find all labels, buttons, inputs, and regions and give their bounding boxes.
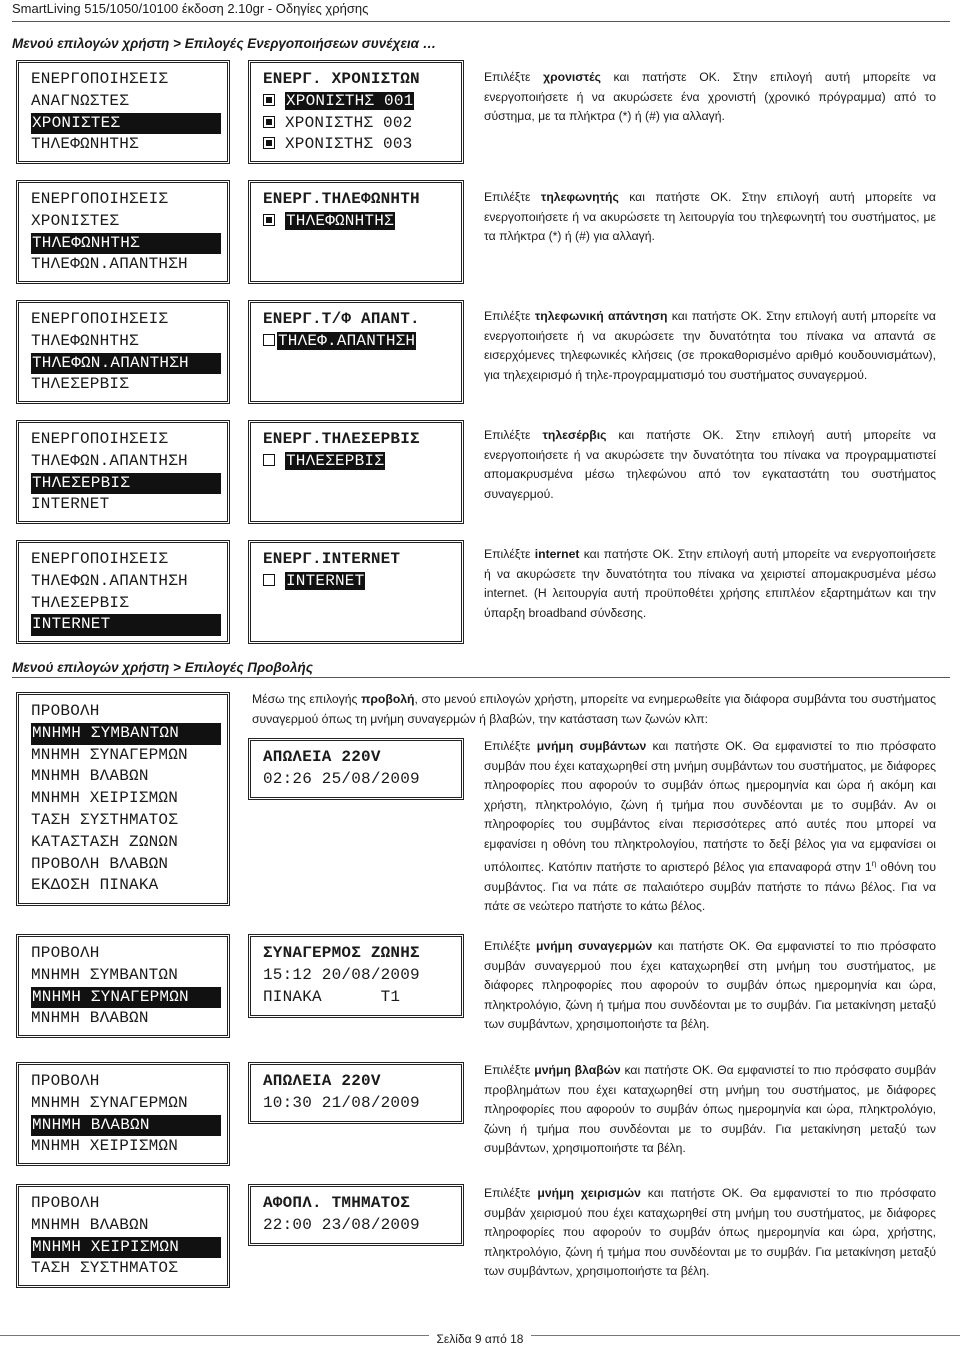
lcd-phone-answer-submenu [248,300,464,404]
lcd-timers-submenu [248,60,464,164]
checkbox-checked-icon [263,137,275,149]
lcd-selected-line: INTERNET [286,571,365,590]
lcd-line: ΠΡΟΒΟΛΗ [31,1072,100,1090]
lcd-line: ΤΗΛΕΦΩΝ.ΑΠΑΝΤΗΣΗ [31,571,188,590]
checkbox-checked-icon [263,116,275,128]
lcd-line: ΜΝΗΜΗ ΣΥΝΑΓΕΡΜΩΝ [31,1093,188,1112]
description-internet: Επιλέξτε internet και πατήστε ΟΚ. Στην επιλογή αυτή μπορείτε να ενεργοποιήσετε ή να ακυρώσετε την δυνατότητα του πίνακα να χειριστεί απομακρυσμένα μέσω internet. (Η λειτουργία αυτή προϋποθέτει χρήσης επιπλέον εξαρτημάτων και την ύπαρξη broadband σύνδεσης. [484,547,936,620]
lcd-line: ΕΝΕΡΓ.ΤΗΛΕΣΕΡΒΙΣ [263,430,420,448]
lcd-line: ΕΝΕΡΓΟΠΟΙΗΣΕΙΣ [31,310,169,328]
lcd-line: 02:26 25/08/2009 [263,769,420,788]
lcd-line: ΚΑΤΑΣΤΑΣΗ ΖΩΝΩΝ [31,832,179,851]
page-footer [0,1332,960,1346]
section-title-view: Μενού επιλογών χρήστη > Επιλογές Προβολής [12,660,950,678]
lcd-line: ΠΙΝΑΚΑ Τ1 [263,987,401,1006]
lcd-line: ΑΝΑΓΝΩΣΤΕΣ [31,91,130,110]
lcd-selected-line: ΤΗΛΕΦΩΝ.ΑΠΑΝΤΗΣΗ [31,353,221,375]
lcd-answering-machine-submenu [248,180,464,284]
lcd-line: 22:00 23/08/2009 [263,1215,420,1234]
description-answering-machine: Επιλέξτε τηλεφωνητής και πατήστε ΟΚ. Στην επιλογή αυτή μπορείτε να ενεργοποιήσετε ή να ακυρώσετε τη λειτουργία του τηλεφωνητή του συστήματος, με τα πλήκτρα (*) ή (#) για αλλαγή. [484,190,936,243]
lcd-line: ΤΗΛΕΣΕΡΒΙΣ [31,375,130,394]
lcd-line: ΕΝΕΡΓΟΠΟΙΗΣΕΙΣ [31,430,169,448]
lcd-selected-line: ΜΝΗΜΗ ΣΥΜΒΑΝΤΩΝ [31,723,221,745]
lcd-internet-submenu [248,540,464,644]
lcd-view-menu-operations [16,1184,230,1288]
lcd-activations-menu-3 [16,300,230,404]
lcd-line: ΣΥΝΑΓΕΡΜΟΣ ΖΩΝΗΣ [263,944,420,962]
lcd-line: ΑΠΩΛΕΙΑ 220V [263,748,381,766]
lcd-line: ΕΝΕΡΓ.ΤΗΛΕΦΩΝΗΤΗ [263,190,420,208]
lcd-line: ΤΗΛΕΦΩΝ.ΑΠΑΝΤΗΣΗ [31,255,188,274]
lcd-line: ΜΝΗΜΗ ΧΕΙΡΙΣΜΩΝ [31,1137,179,1156]
lcd-activations-menu-2 [16,180,230,284]
lcd-line: ΜΝΗΜΗ ΒΛΑΒΩΝ [31,767,149,786]
lcd-teleservice-submenu [248,420,464,524]
lcd-line: ΠΡΟΒΟΛΗ [31,1194,100,1212]
lcd-line: ΕΝΕΡΓ.Τ/Φ ΑΠΑΝΤ. [263,310,420,328]
lcd-selected-line: ΜΝΗΜΗ ΧΕΙΡΙΣΜΩΝ [31,1237,221,1259]
lcd-line: ΤΗΛΕΦΩΝΗΤΗΣ [31,331,139,350]
lcd-line: ΕΝΕΡΓΟΠΟΙΗΣΕΙΣ [31,550,169,568]
description-fault-log: Επιλέξτε μνήμη βλαβών και πατήστε ΟΚ. Θα εμφανιστεί το πιο πρόσφατο συμβάν προβλημάτων που έχει καταχωρηθεί στη μνήμη του συστήματος, με διάφορες πληροφορίες που αφορούν το συμβάν όπως ημερομηνία και ώρα, πληκτρολόγιο, ζώνη ή τμήμα που συνδέονται με το συμβάν. Για μετακίνηση μεταξύ των συμβάντων, χρησιμοποιήστε τα βέλη. [484,1063,936,1155]
lcd-line: ΤΗΛΕΦΩΝΗΤΗΣ [31,135,139,154]
lcd-line: INTERNET [31,495,110,514]
lcd-line: 10:30 21/08/2009 [263,1093,420,1112]
lcd-view-menu-alarms [16,934,230,1038]
checkbox-checked-icon [263,214,275,226]
lcd-line: ΧΡΟΝΙΣΤΗΣ 003 [285,135,413,154]
lcd-line: ΑΠΩΛΕΙΑ 220V [263,1072,381,1090]
lcd-line: ΕΝΕΡΓΟΠΟΙΗΣΕΙΣ [31,190,169,208]
lcd-line: ΑΦΟΠΛ. ΤΜΗΜΑΤΟΣ [263,1194,411,1212]
lcd-selected-line: INTERNET [31,614,221,636]
lcd-line: ΤΑΣΗ ΣΥΣΤΗΜΑΤΟΣ [31,1259,179,1278]
lcd-line: ΠΡΟΒΟΛΗ [31,944,100,962]
lcd-line: ΜΝΗΜΗ ΣΥΝΑΓΕΡΜΩΝ [31,745,188,764]
lcd-selected-line: ΜΝΗΜΗ ΣΥΝΑΓΕΡΜΩΝ [31,987,221,1009]
lcd-line: ΕΝΕΡΓ. ΧΡΟΝΙΣΤΩΝ [263,70,420,88]
checkbox-empty-icon [263,454,275,466]
section-title-activations: Μενού επιλογών χρήστη > Επιλογές Ενεργοποιήσεων συνέχεια … [12,36,437,51]
lcd-line: ΤΗΛΕΣΕΡΒΙΣ [31,593,130,612]
description-event-log: Επιλέξτε μνήμη συμβάντων και πατήστε ΟΚ. Θα εμφανιστεί το πιο πρόσφατο συμβάν που έχει καταχωρηθεί στη μνήμη συμβάντων του συστήματος, με διάφορες πληροφορίες που αφορούν το συμβάν όπως ημερομηνία και ώρα ή ακόμη και χρήστη, πληκτρολόγιο, ζώνη ή τμήμα που συνδέονται με το συμβάν. Αν οι πληροφορίες του συμβάντος είναι περισσότερες από αυτές που μπορεί να εμφανίσει η οθόνη του πληκτρολογίου, πατήστε το δεξί βέλος για να εμφανίσει οι υπόλοιπες. Κατόπιν πατήστε το αριστερό βέλος για επαναφορά στην $1^\eta$ οθόνη του συμβάντος. Για να πάτε σε παλαιότερο συμβάν πατήστε το πάνω βέλος. Για να πάτε σε νεώτερο πατήστε το κάτω βέλος. [484,739,936,914]
lcd-line: ΧΡΟΝΙΣΤΕΣ [31,211,120,230]
checkbox-empty-icon [263,334,275,346]
lcd-event-log-display [248,738,464,800]
checkbox-checked-icon [263,94,275,106]
lcd-line: ΠΡΟΒΟΛΗ [31,702,100,720]
description-timers: Επιλέξτε χρονιστές και πατήστε ΟΚ. Στην επιλογή αυτή μπορείτε να ενεργοποιήσετε ή να ακυρώσετε ένα χρονιστή (χρονικό πρόγραμμα) από το σύστημα, με τα πλήκτρα (*) ή (#) για αλλαγή. [484,70,936,123]
description-phone-answer: Επιλέξτε τηλεφωνική απάντηση και πατήστε ΟΚ. Στην επιλογή αυτή μπορείτε να ενεργοποιήσετε ή να ακυρώσετε την δυνατότητα του πίνακα να απαντά σε εισερχόμενες τηλεφωνικές κλήσεις (σε προκαθορισμένο αριθμό κουδουνισμάτων), για τηλεχειρισμό ή τηλε-προγραμματισμό του συστήματος συναγερμού. [484,309,936,382]
lcd-selected-line: ΤΗΛΕΦΩΝΗΤΗΣ [31,233,221,255]
lcd-line: ΜΝΗΜΗ ΧΕΙΡΙΣΜΩΝ [31,789,179,808]
description-operation-log: Επιλέξτε μνήμη χειρισμών και πατήστε ΟΚ. Θα εμφανιστεί το πιο πρόσφατο συμβάν χειρισμού που έχει καταχωρηθεί στη μνήμη του συστήματος, με διάφορες πληροφορίες που αφορούν το συμβάν όπως ημερομηνία και ώρα, χρήστης, πληκτρολόγιο, ζώνη ή τμήμα που συνδέονται με το συμβάν. Για μετακίνηση μεταξύ των συμβάντων, χρησιμοποιήστε τα βέλη. [484,1186,936,1278]
lcd-line: ΕΝΕΡΓ.INTERNET [263,550,401,568]
lcd-activations-menu-4 [16,420,230,524]
lcd-line: ΤΑΣΗ ΣΥΣΤΗΜΑΤΟΣ [31,810,179,829]
lcd-line: ΜΝΗΜΗ ΒΛΑΒΩΝ [31,1009,149,1028]
lcd-line: ΧΡΟΝΙΣΤΗΣ 002 [285,113,413,132]
lcd-selected-line: ΤΗΛΕΦ.ΑΠΑΝΤΗΣΗ [278,331,416,350]
lcd-selected-line: ΤΗΛΕΣΕΡΒΙΣ [286,451,385,470]
lcd-view-menu-faults [16,1062,230,1166]
lcd-selected-line: ΤΗΛΕΦΩΝΗΤΗΣ [286,211,394,230]
lcd-alarm-log-display [248,934,464,1018]
lcd-line: ΠΡΟΒΟΛΗ ΒΛΑΒΩΝ [31,854,169,873]
description-alarm-log: Επιλέξτε μνήμη συναγερμών και πατήστε ΟΚ. Θα εμφανιστεί το πιο πρόσφατο συμβάν συναγερμού που έχει καταχωρηθεί στη μνήμη του συστήματος, με διάφορες πληροφορίες που αφορούν το συμβάν όπως ημερομηνία και ώρα, πληκτρολόγιο, ζώνη ή τμήμα που συνδέονται με το συμβάν. Για μετακίνηση μεταξύ των συμβάντων, χρησιμοποιήστε τα βέλη. [484,939,936,1031]
lcd-selected-line: ΜΝΗΜΗ ΒΛΑΒΩΝ [31,1115,221,1137]
lcd-line: 15:12 20/08/2009 [263,965,420,984]
lcd-activations-menu-1 [16,60,230,164]
page-number: Σελίδα 9 από 18 [429,1332,532,1346]
checkbox-empty-icon [263,574,275,586]
lcd-line: ΕΚΔΟΣΗ ΠΙΝΑΚΑ [31,876,159,895]
description-teleservice: Επιλέξτε τηλεσέρβις και πατήστε ΟΚ. Στην επιλογή αυτή μπορείτε να ενεργοποιήσετε ή να ακυρώσετε την δυνατότητα του πίνακα να προγραμματιστεί απομακρυσμένα μέσω τηλεφώνου από τον εγκαταστάτη του συστήματος συναγερμού. [484,428,936,501]
description-view-intro: Μέσω της επιλογής προβολή, στο μενού επιλογών χρήστη, μπορείτε να ενημερωθείτε για διάφορα συμβάντα του συστήματος συναγερμού όπως τη μνήμη συναγερμών ή βλαβών, την κατάσταση των ζωνών κλπ: [252,692,936,726]
lcd-operation-log-display [248,1184,464,1246]
lcd-selected-line: ΤΗΛΕΣΕΡΒΙΣ [31,473,221,495]
lcd-line: ΕΝΕΡΓΟΠΟΙΗΣΕΙΣ [31,70,169,88]
lcd-selected-line: ΧΡΟΝΙΣΤΗΣ 001 [286,91,414,110]
document-header: SmartLiving 515/1050/10100 έκδοση 2.10gr - Οδηγίες χρήσης [12,0,950,22]
lcd-line: ΤΗΛΕΦΩΝ.ΑΠΑΝΤΗΣΗ [31,451,188,470]
lcd-activations-menu-5 [16,540,230,644]
lcd-line: ΜΝΗΜΗ ΣΥΜΒΑΝΤΩΝ [31,965,179,984]
lcd-fault-log-display [248,1062,464,1124]
lcd-line: ΜΝΗΜΗ ΒΛΑΒΩΝ [31,1215,149,1234]
lcd-view-menu [16,692,230,906]
lcd-selected-line: ΧΡΟΝΙΣΤΕΣ [31,113,221,135]
